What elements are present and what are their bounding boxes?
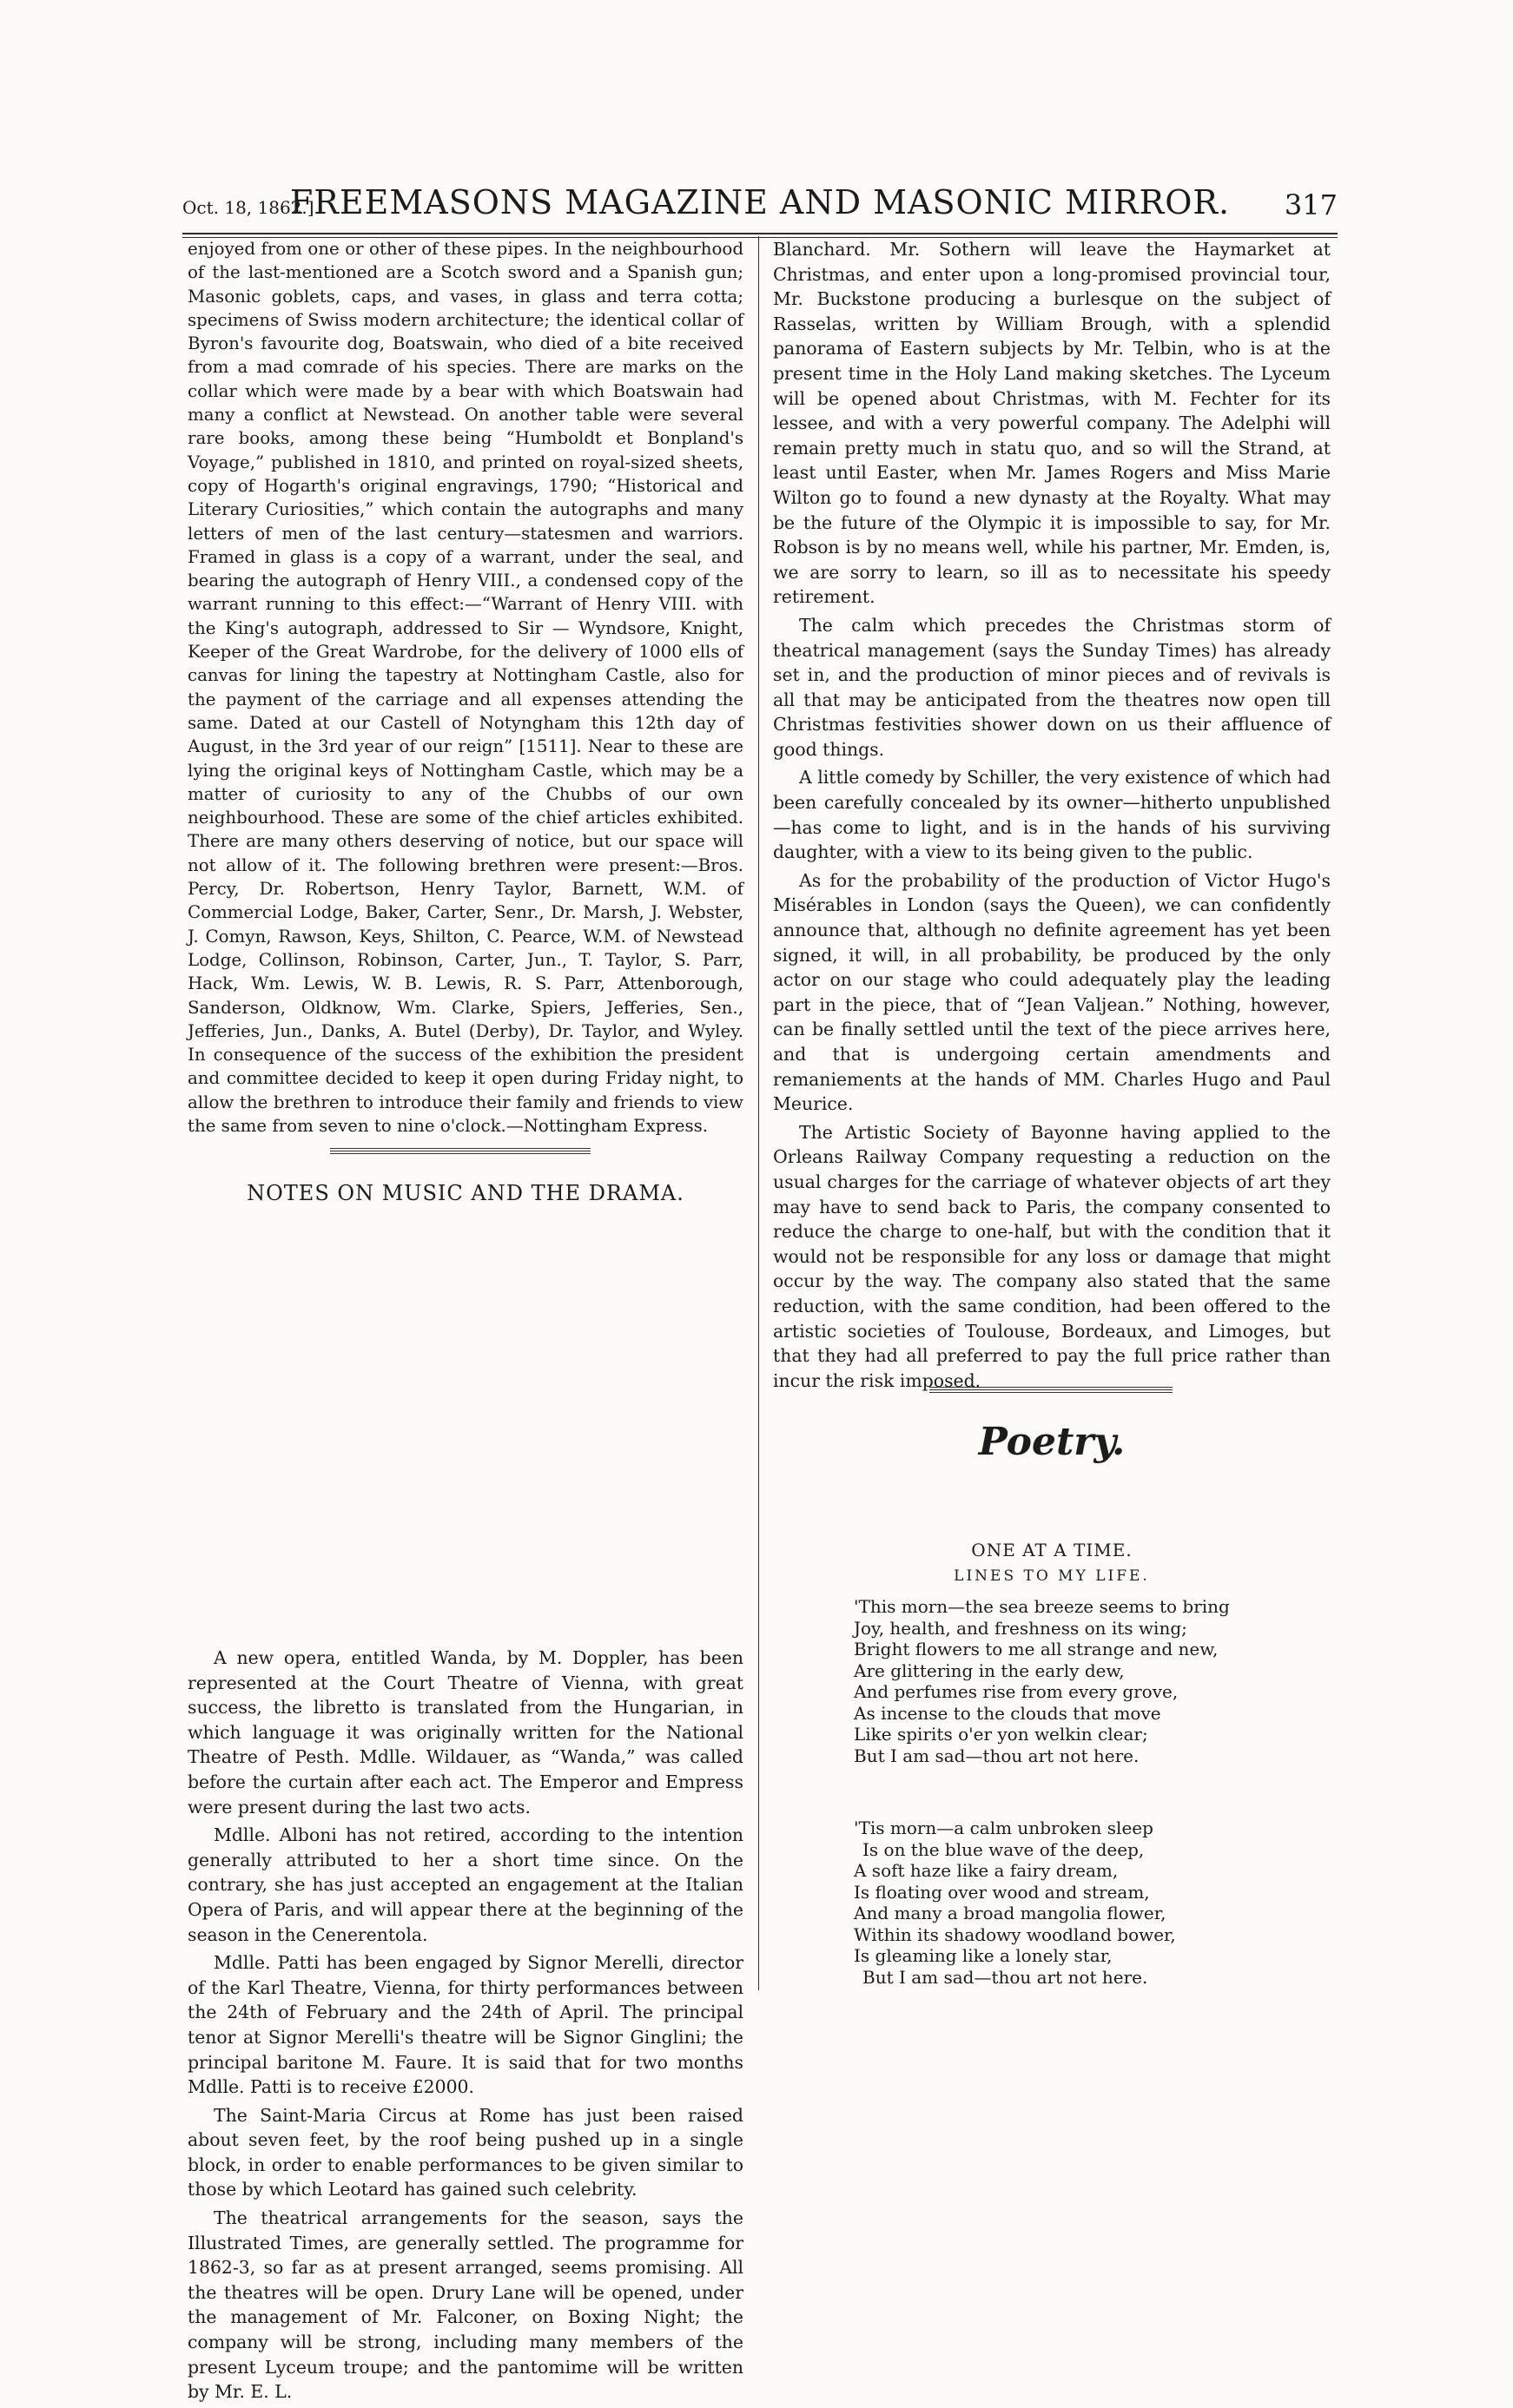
article-paragraph: A new opera, entitled Wanda, by M. Doppler, has been represented at the Court Theatre of Vienna, with great success, the libretto is translated from the Hungarian, in which language it was originally written for the National Theatre of Pesth. Mdlle. Wildauer, as “Wanda,” was called before the curtain after each act. The Emperor and Empress were present during the last two acts. <box>188 1647 743 1818</box>
poem-line: Are glittering in the early dew, <box>854 1659 1125 1681</box>
section-separator <box>330 1146 591 1157</box>
article-paragraph: The calm which precedes the Christmas storm of theatrical management (says the Sunday Times) has already set in, and the production of minor pieces and of revivals is all that may be anticipated from the theatres now open till Christmas festivities shower down on us their affluence of good things. <box>773 614 1331 760</box>
poem-line: Like spirits o'er yon welkin clear; <box>854 1724 1148 1745</box>
poem-line: 'This morn—the sea breeze seems to bring <box>854 1596 1230 1617</box>
left-column-music-drama <box>188 1646 743 2408</box>
poem-line: Is floating over wood and stream, <box>854 1881 1150 1903</box>
poem-stanza <box>854 1818 1323 1988</box>
section-title: NOTES ON MUSIC AND THE DRAMA. <box>247 1181 684 1205</box>
article-paragraph: Blanchard. Mr. Sothern will leave the Haymarket at Christmas, and enter upon a long-promised provincial tour, Mr. Buckstone producing a burlesque on the subject of Rasselas, written by William Brough, with a splendid panorama of Eastern subjects by Mr. Telbin, who is at the present time in the Holy Land making sketches. The Lyceum will be opened about Christmas, with M. Fechter for its lessee, and with a very powerful company. The Adelphi will remain pretty much in statu quo, and so will the Strand, at least until Easter, when Mr. James Rogers and Miss Marie Wilton go to found a new dynasty at the Royalty. What may be the future of the Olympic it is impossible to say, for Mr. Robson is by no means well, while his partner, Mr. Emden, is, we are sorry to learn, so ill as to necessitate his speedy retirement. <box>773 239 1331 608</box>
header-rule <box>182 233 1338 234</box>
poem-line: 'Tis morn—a calm unbroken sleep <box>854 1818 1153 1838</box>
poem-line: But I am sad—thou art not here. <box>854 1745 1140 1766</box>
article-paragraph: Mdlle. Alboni has not retired, according to the intention generally attributed to her a short time since. On the contrary, she has just accepted an engagement at the Italian Opera of Paris, and will appear there at the beginning of the season in the Cenerentola. <box>188 1824 743 1945</box>
poem-subtitle: LINES TO MY LIFE. <box>954 1567 1150 1585</box>
issue-date: Oct. 18, 1862.] <box>182 197 314 218</box>
poem-line: Within its shadowy woodland bower, <box>854 1923 1176 1945</box>
right-column-music-drama <box>773 237 1331 1396</box>
masthead-title: FREEMASONS MAGAZINE AND MASONIC MIRROR. <box>289 183 1231 221</box>
left-column-continued-article <box>188 237 743 1141</box>
page-header <box>182 178 1338 230</box>
article-paragraph: A little comedy by Schiller, the very existence of which had been carefully concealed by its owner—hitherto unpublished—has come to light, and is in the hands of his surviving daughter, with a view to its being given to the public. <box>773 767 1331 863</box>
poem-stanza <box>854 1596 1323 1766</box>
poem-line: A soft haze like a fairy dream, <box>854 1860 1119 1881</box>
article-paragraph: The Artistic Society of Bayonne having applied to the Orleans Railway Company requesting a reduction on the usual charges for the carriage of whatever objects of art they may have to send back to Paris, the company consented to reduce the charge to one-half, but with the condition that it would not be responsible for any loss or damage that might occur by the way. The company also stated that the same reduction, with the same condition, had been offered to the artistic societies of Toulouse, Bordeaux, and Limoges, but that they had all preferred to pay the full price rather than incur the risk imposed. <box>773 1121 1331 1391</box>
poetry-separator <box>929 1385 1173 1395</box>
column-divider <box>758 236 759 1990</box>
page-number: 317 <box>1284 188 1338 221</box>
article-paragraph: As for the probability of the production of Victor Hugo's Misérables in London (says the Queen), we can confidently announce that, although no definite agreement has yet been signed, it will, in all probability, be produced by the only actor on our stage who could adequately play the leading part in the piece, that of “Jean Valjean.” Nothing, however, can be finally settled until the text of the piece arrives here, and that is undergoing certain amendments and remaniements at the hands of MM. Charles Hugo and Paul Meurice. <box>773 869 1331 1115</box>
poem-title: ONE AT A TIME. <box>971 1540 1133 1560</box>
poetry-heading: Poetry. <box>978 1420 1126 1464</box>
poem-line: And many a broad mangolia flower, <box>854 1903 1166 1923</box>
poem-line: And perfumes rise from every grove, <box>854 1681 1179 1702</box>
poem-line: Is on the blue wave of the deep, <box>862 1838 1145 1860</box>
poem-line: But I am sad—thou art not here. <box>862 1966 1148 1988</box>
article-paragraph: The Saint-Maria Circus at Rome has just been raised about seven feet, by the roof being pushed up in a single block, in order to enable performances to be given similar to those by which Leotard has gained such celebrity. <box>188 2104 743 2200</box>
poem-line: As incense to the clouds that move <box>854 1702 1161 1724</box>
poem-line: Bright flowers to me all strange and new, <box>854 1639 1219 1659</box>
article-paragraph: The theatrical arrangements for the season, says the Illustrated Times, are generally settled. The programme for 1862-3, so far as at present arranged, seems promising. All the theatres will be open. Drury Lane will be opened, under the management of Mr. Falconer, on Boxing Night; the company will be strong, including many members of the present Lyceum troupe; and the pantomime will be written by Mr. E. L. <box>188 2207 743 2403</box>
poem-line: Is gleaming like a lonely star, <box>854 1945 1113 1966</box>
article-paragraph: Mdlle. Patti has been engaged by Signor Merelli, director of the Karl Theatre, Vienna, for thirty performances between the 24th of February and the 24th of April. The principal tenor at Signor Merelli's theatre will be Signor Ginglini; the principal baritone M. Faure. It is said that for two months Mdlle. Patti is to receive £2000. <box>188 1952 743 2098</box>
poem-line: Joy, health, and freshness on its wing; <box>854 1617 1187 1639</box>
article-paragraph: enjoyed from one or other of these pipes. In the neighbourhood of the last-mentioned are a Scotch sword and a Spanish gun; Masonic goblets, caps, and vases, in glass and terra cotta; specimens of Swiss modern architecture; the identical collar of Byron's favourite dog, Boatswain, who died of a bite received from a mad comrade of his species. There are marks on the collar which were made by a bear with which Boatswain had many a conflict at Newstead. On another table were several rare books, among these being “Humboldt et Bonpland's Voyage,” published in 1810, and printed on royal-sized sheets, copy of Hogarth's original engravings, 1790; “Historical and Literary Curiosities,” which contain the autographs and many letters of men of the last century—statesmen and warriors. Framed in glass is a copy of a warrant, under the seal, and bearing the autograph of Henry VIII., a condensed copy of the warrant running to this effect:—“Warrant of Henry VIII. with the King's autograph, addressed to Sir — Wyndsore, Knight, Keeper of the Great Wardrobe, for the delivery of 1000 ells of canvas for lining the tapestry at Nottingham Castle, also for the payment of the carriage and all expenses attending the same. Dated at our Castell of Notyngham this 12th day of August, in the 3rd year of our reign” [1511]. Near to these are lying the original keys of Nottingham Castle, which may be a matter of curiosity to any of the Chubbs of our own neighbourhood. These are some of the chief articles exhibited. There are many others deserving of notice, but our space will not allow of it. The following brethren were present:—Bros. Percy, Dr. Robertson, Henry Taylor, Barnett, W.M. of Commercial Lodge, Baker, Carter, Senr., Dr. Marsh, J. Webster, J. Comyn, Rawson, Keys, Shilton, C. Pearce, W.M. of Newstead Lodge, Collinson, Robinson, Carter, Jun., T. Taylor, S. Parr, Hack, Wm. Lewis, W. B. Lewis, R. S. Parr, Attenborough, Sanderson, Oldknow, Wm. Clarke, Spiers, Jefferies, Sen., Jefferies, Jun., Danks, A. Butel (Derby), Dr. Taylor, and Wyley. In consequence of the success of the exhibition the president and committee decided to keep it open during Friday night, to allow the brethren to introduce their family and friends to view the same from seven to nine o'clock.—Nottingham Express. <box>188 239 743 1136</box>
